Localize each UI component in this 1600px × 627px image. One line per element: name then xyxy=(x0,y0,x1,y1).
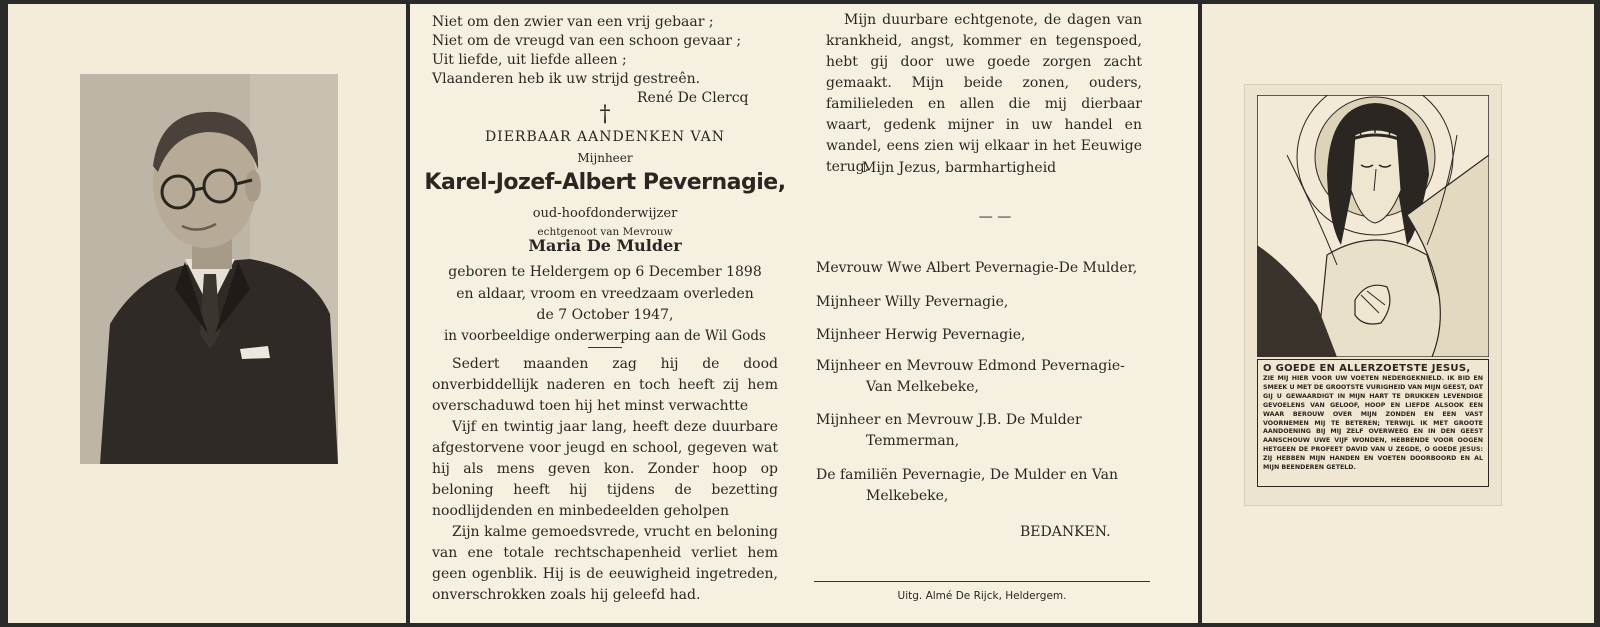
cross-icon: † xyxy=(599,102,611,127)
poem-line-3: Uit liefde, uit liefde alleen ; xyxy=(432,52,627,68)
holy-card-panel xyxy=(1202,4,1594,623)
occupation: oud-hoofdonderwijzer xyxy=(532,206,678,221)
spouse-name: Maria De Mulder xyxy=(528,236,682,255)
christ-illustration xyxy=(1257,95,1489,357)
death-line-1: en aldaar, vroom en vreedzaam overleden xyxy=(456,286,754,302)
family-line-2: Mijnheer Willy Pevernagie, xyxy=(816,294,1009,310)
family-line-5: Mijnheer en Mevrouw J.B. De Mulder Temmerman, xyxy=(816,412,1082,449)
farewell-divider: — — xyxy=(978,209,1012,225)
paragraph-1: Sedert maanden zag hij de dood onverbiddellijk naderen en toch heeft zij hem overschaduwd toen hij het minst verwachtte xyxy=(432,356,778,414)
poem-line-2: Niet om de vreugd van een schoon gevaar ; xyxy=(432,33,742,49)
family-line-3: Mijnheer Herwig Pevernagie, xyxy=(816,327,1026,343)
thanks: BEDANKEN. xyxy=(1020,524,1111,540)
portrait-photo xyxy=(80,74,338,464)
birth-line: geboren te Heldergem op 6 December 1898 xyxy=(448,264,762,280)
family-line-1: Mevrouw Wwe Albert Pevernagie-De Mulder, xyxy=(816,260,1138,276)
footer-rule xyxy=(814,581,1150,582)
poem-author: René De Clercq xyxy=(637,90,749,106)
paragraph-3: Zijn kalme gemoedsvrede, vrucht en beloning van ene totale rechtschapenheid verliet hem geen ogenblik. Hij is de eeuwigheid ingetreden, onverschrokken zoals hij geleefd had. xyxy=(432,524,778,603)
deceased-name: Karel-Jozef-Albert Pevernagie, xyxy=(424,170,786,195)
farewell-prayer: Mijn Jezus, barmhartigheid xyxy=(862,160,1057,176)
prayer-body: ZIE MIJ HIER VOOR UW VOETEN NEDERGEKNIELD. IK BID EN SMEEK U MET DE GROOTSTE VURIGHEID VAN MIJN GEEST, DAT GIJ U GEWAARDIGT IN MIJN HART TE DRUKKEN LEVENDIGE GEVOELENS VAN GELOOF, HOOP EN LIEFDE ALSOOK EEN WAAR BEROUW OVER MIJN ZONDEN EN EEN VAST VOORNEMEN MIJ TE BETEREN; TERWIJL IK MET GROOTE AANDOENING BIJ MIJ ZELF OVERWEEG EN IN DEN GEEST AANSCHOUW UWE VIJF WONDEN, HEBBENDE VOOR OOGEN HETGEEN DE PROFEET DAVID VAN U ZEGDE, O GOEDE JESUS: ZIJ HEBBEN MIJN HANDEN EN VOETEN DOORBOORD EN AL MIJN BEENDEREN GETELD. xyxy=(1263,375,1483,472)
memorial-heading: DIERBAAR AANDENKEN VAN xyxy=(484,129,726,145)
memorial-text-panel xyxy=(410,4,800,623)
poem-line-1: Niet om den zwier van een vrij gebaar ; xyxy=(432,14,714,30)
farewell-text: Mijn duurbare echtgenote, de dagen van krankheid, angst, kommer en tegenspoed, hebt gij door uwe goede zorgen zacht gemaakt. Mijn beide zonen, ouders, familieleden en allen die mij dierbaar waart, gedenk mijner in uw handel en wandel, eens zien wij elkaar in het Eeuwige terug. xyxy=(826,12,1142,175)
prayer-box xyxy=(1257,359,1489,487)
family-panel xyxy=(800,4,1198,623)
death-line-2: de 7 October 1947, xyxy=(536,307,674,323)
paragraph-2: Vijf en twintig jaar lang, heeft deze duurbare afgestorvene voor jeugd en school, gegeven wat hij als mens geven kon. Zonder hoop op beloning heeft hij tijdens de bezetting noodlijdenden en minbedeelden geholpen xyxy=(432,419,778,519)
family-line-4: Mijnheer en Mevrouw Edmond Pevernagie-Van Melkebeke, xyxy=(816,358,1125,395)
divider xyxy=(588,347,622,348)
spouse-intro: echtgenoot van Mevrouw xyxy=(537,226,673,238)
family-line-6: De familiën Pevernagie, De Mulder en Van Melkebeke, xyxy=(816,467,1119,504)
honorific: Mijnheer xyxy=(577,151,633,165)
portrait-illustration xyxy=(80,74,338,464)
death-line-3: in voorbeeldige onderwerping aan de Wil Gods xyxy=(443,328,766,344)
poem-line-4: Vlaanderen heb ik uw strijd gestreên. xyxy=(432,71,701,87)
printer-credit: Uitg. Almé De Rijck, Heldergem. xyxy=(897,590,1067,602)
prayer-title: O GOEDE EN ALLERZOETSTE JESUS, xyxy=(1263,363,1471,374)
holy-card-frame xyxy=(1244,84,1502,506)
portrait-panel xyxy=(8,4,406,623)
